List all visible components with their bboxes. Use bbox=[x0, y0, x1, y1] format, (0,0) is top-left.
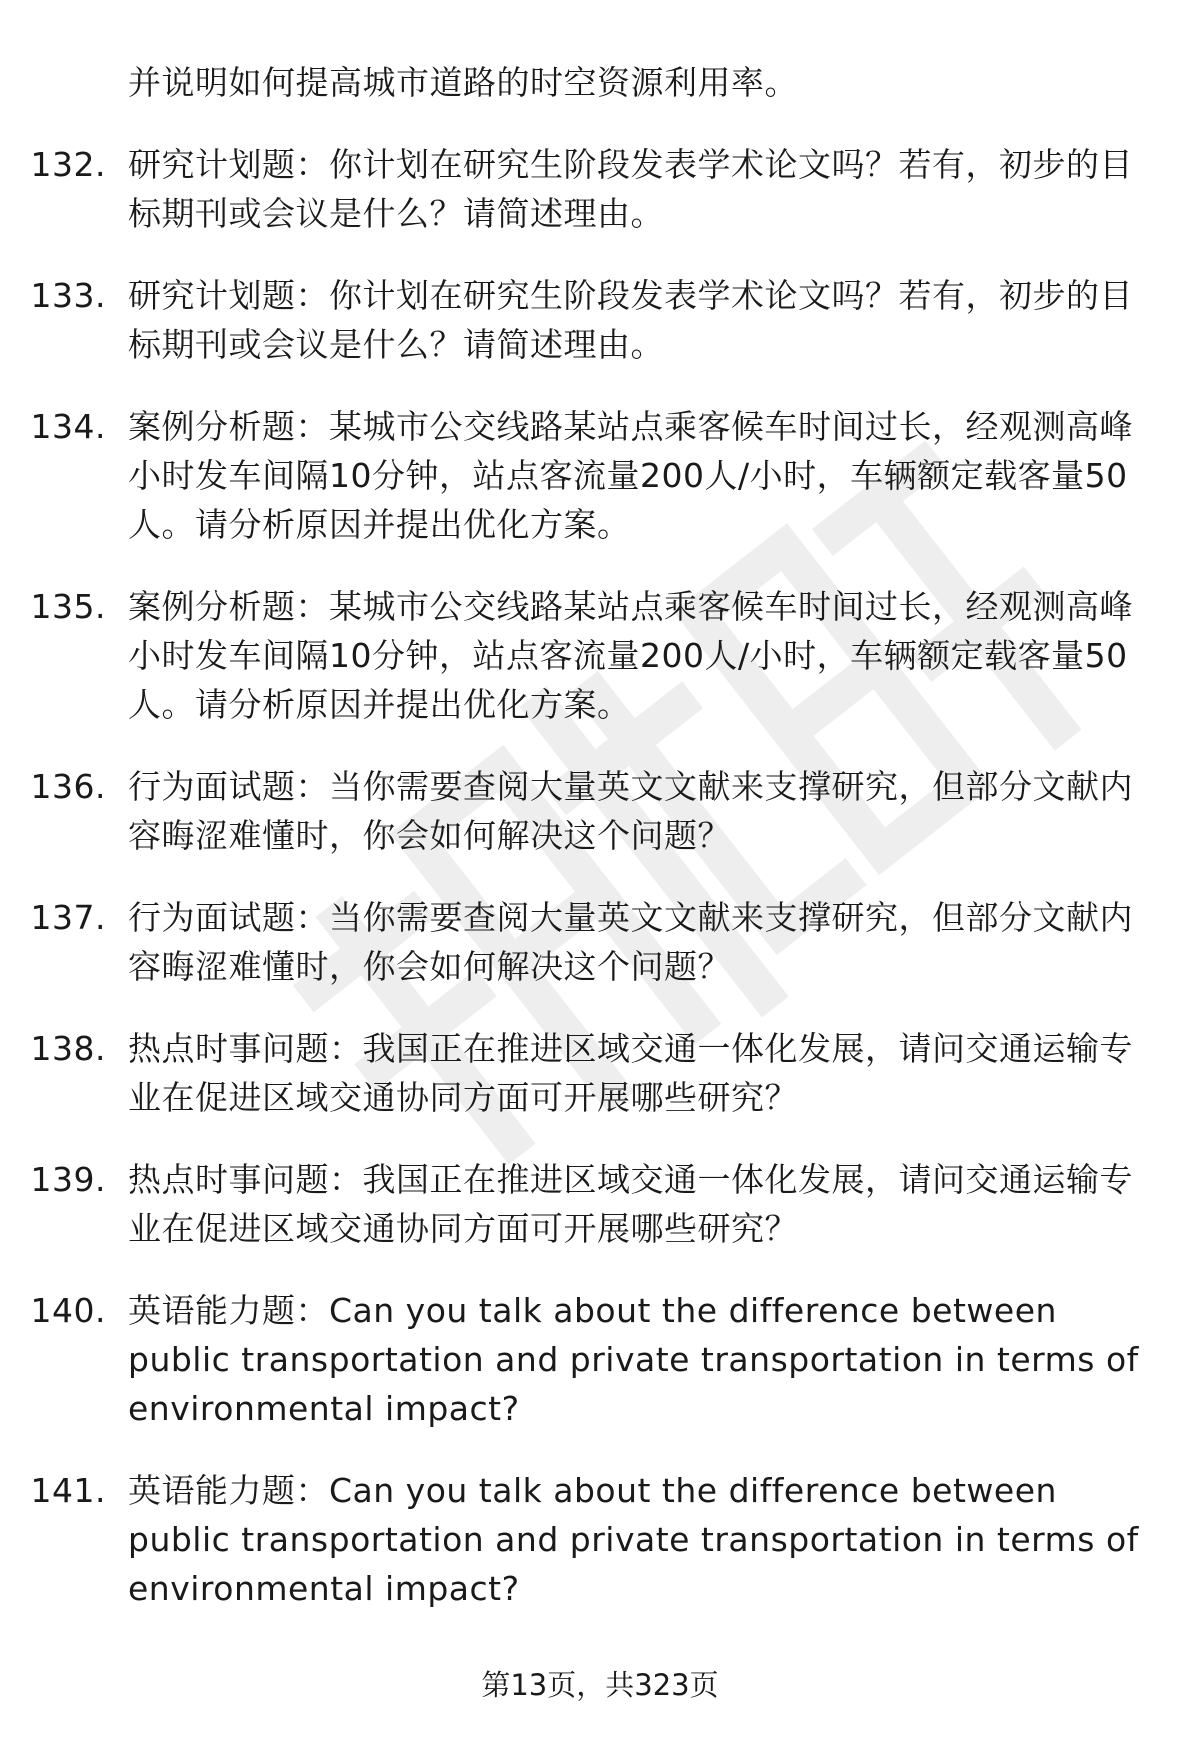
list-item bbox=[0, 762, 1200, 860]
question-number: 141. bbox=[30, 1471, 106, 1510]
list-item bbox=[0, 893, 1200, 991]
question-text: 案例分析题：某城市公交线路某站点乘客候车时间过长，经观测高峰小时发车间隔10分钟，站点客流量200人/小时，车辆额定载客量50人。请分析原因并提出优化方案。 bbox=[128, 587, 1133, 724]
question-number: 138. bbox=[30, 1029, 106, 1068]
question-text: 研究计划题：你计划在研究生阶段发表学术论文吗？若有，初步的目标期刊或会议是什么？请简述理由。 bbox=[128, 276, 1133, 364]
question-text: 行为面试题：当你需要查阅大量英文文献来支撑研究，但部分文献内容晦涩难懂时，你会如何解决这个问题？ bbox=[128, 767, 1133, 855]
list-item bbox=[0, 582, 1200, 729]
question-number: 135. bbox=[30, 587, 106, 626]
list-item bbox=[0, 1155, 1200, 1253]
question-number: 140. bbox=[30, 1291, 106, 1330]
list-item bbox=[0, 1286, 1200, 1433]
question-number: 134. bbox=[30, 407, 106, 446]
question-list bbox=[0, 140, 1200, 1646]
question-text: 热点时事问题：我国正在推进区域交通一体化发展，请问交通运输专业在促进区域交通协同方面可开展哪些研究？ bbox=[128, 1029, 1133, 1117]
question-text: 研究计划题：你计划在研究生阶段发表学术论文吗？若有，初步的目标期刊或会议是什么？请简述理由。 bbox=[128, 145, 1133, 233]
list-item bbox=[0, 140, 1200, 238]
question-text: 英语能力题：Can you talk about the difference between public transportation and private transportation in terms of environmental impact? bbox=[128, 1471, 1139, 1608]
question-number: 139. bbox=[30, 1160, 106, 1199]
question-number: 136. bbox=[30, 767, 106, 806]
continuation-text: 并说明如何提高城市道路的时空资源利用率。 bbox=[128, 63, 798, 102]
question-text: 行为面试题：当你需要查阅大量英文文献来支撑研究，但部分文献内容晦涩难懂时，你会如何解决这个问题？ bbox=[128, 898, 1133, 986]
question-number: 132. bbox=[30, 145, 106, 184]
page-footer: 第13页，共323页 bbox=[481, 1668, 719, 1702]
question-text: 热点时事问题：我国正在推进区域交通一体化发展，请问交通运输专业在促进区域交通协同方面可开展哪些研究？ bbox=[128, 1160, 1133, 1248]
list-item bbox=[0, 1466, 1200, 1613]
question-number: 137. bbox=[30, 898, 106, 937]
question-number: 133. bbox=[30, 276, 106, 315]
list-item bbox=[0, 271, 1200, 369]
list-item bbox=[0, 402, 1200, 549]
list-item bbox=[0, 1024, 1200, 1122]
question-text: 英语能力题：Can you talk about the difference between public transportation and private transportation in terms of environmental impact? bbox=[128, 1291, 1139, 1428]
question-text: 案例分析题：某城市公交线路某站点乘客候车时间过长，经观测高峰小时发车间隔10分钟，站点客流量200人/小时，车辆额定载客量50人。请分析原因并提出优化方案。 bbox=[128, 407, 1133, 544]
